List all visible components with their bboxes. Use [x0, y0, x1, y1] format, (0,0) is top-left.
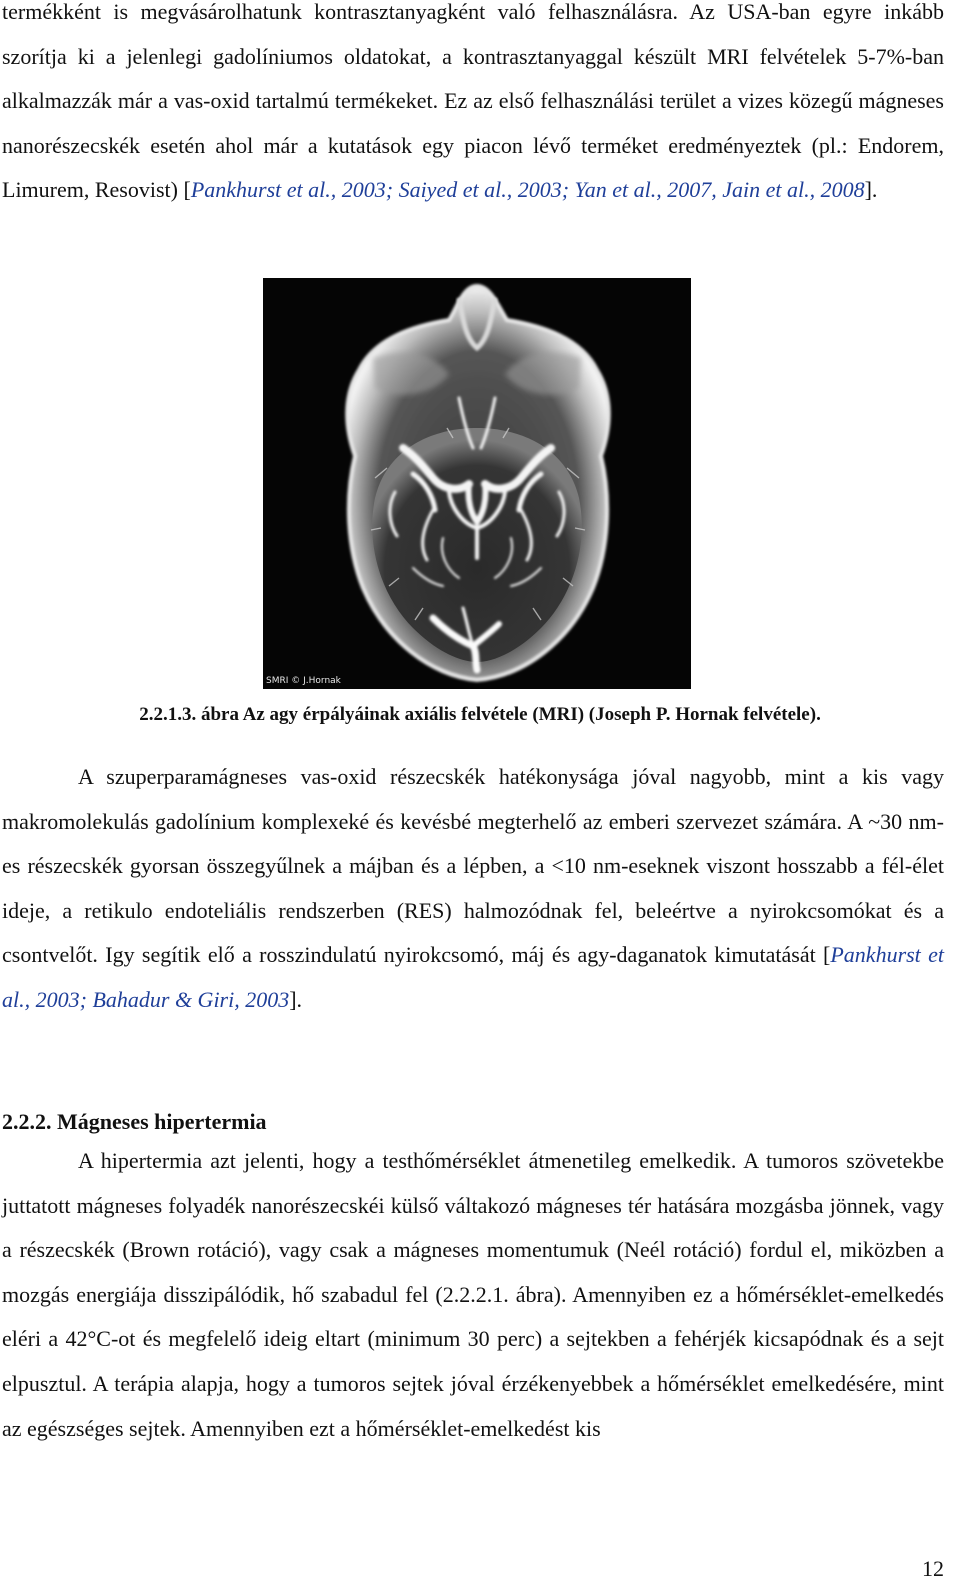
figure-caption: 2.2.1.3. ábra Az agy érpályáinak axiális felvétele (MRI) (Joseph P. Hornak felvétele). — [139, 704, 821, 725]
mri-brain-figure — [263, 278, 691, 689]
paragraph-text: A hipertermia azt jelenti, hogy a testhőmérséklet átmenetileg emelkedik. A tumoros szövetekbe juttatott mágneses folyadék nanorészecskéi külső váltakozó mágneses tér hatására mozgásba jönnek, vagy a részecskék (Brown rotáció), vagy csak a mágneses momentumuk (Neél rotáció) fordul el, miközben a mozgás energiája disszipálódik, hő szabadul fel (2.2.2.1. ábra). Amennyiben ez a hőmérséklet-emelkedés eléri a 42°C-ot és megfelelő ideig eltart (minimum 30 perc) a sejtekben a fehérjék kicsapódnak és a sejt elpusztul. A terápia alapja, hogy a tumoros sejtek jóval érzékenyebbek a hőmérséklet emelkedésére, mint az egészséges sejtek. Amennyiben ezt a hőmérséklet-emelkedést kis — [2, 1148, 944, 1441]
paragraph-text: ]. — [289, 986, 303, 1012]
paragraph-text: termékként is megvásárolhatunk kontrasztanyagként való felhasználásra. Az USA-ban egyre inkább szorítja ki a jelenlegi gadolíniumos oldatokat, a kontrasztanyaggal készült MRI felvételek 5-7%-ban alkalmazzák már a vas-oxid tartalmú termékeket. Ez az első felhasználási terület a vizes közegű mágneses nanorészecskék esetén ahol már a kutatások egy piacon lévő terméket eredményeztek (pl.: Endorem, Limurem, Resovist) [ — [2, 0, 944, 203]
paragraph-contrast-agents — [2, 0, 944, 213]
section-heading: 2.2.2. Mágneses hipertermia — [2, 1109, 267, 1134]
citation: Pankhurst et al., 2003; Saiyed et al., 2003; Yan et al., 2007, Jain et al., 2008 — [190, 177, 865, 203]
paragraph-spio-efficiency — [2, 755, 944, 1023]
paragraph-hyperthermia — [2, 1139, 944, 1451]
page-number: 12 — [922, 1556, 944, 1581]
citation: Pankhurst et al., 2003; Bahadur & Giri, 2003 — [2, 942, 944, 1012]
paragraph-text: A szuperparamágneses vas-oxid részecskék hatékonysága jóval nagyobb, mint a kis vagy makromolekulás gadolínium komplexeké és kevésbé megterhelő az emberi szervezet számára. A ~30 nm-es részecskék gyorsan összegyűlnek a májban és a lépben, a <10 nm-eseknek viszont hosszabb a fél-élet ideje, a retikulo endoteliális rendszerben (RES) halmozódnak fel, beleértve a nyirokcsomókat és a csontvelőt. Igy segítik elő a rosszindulatú nyirokcsomó, máj és agy-daganatok kimutatását [ — [2, 764, 944, 968]
paragraph-text: ]. — [864, 177, 878, 203]
figure-watermark: SMRI © J.Hornak — [266, 676, 341, 686]
